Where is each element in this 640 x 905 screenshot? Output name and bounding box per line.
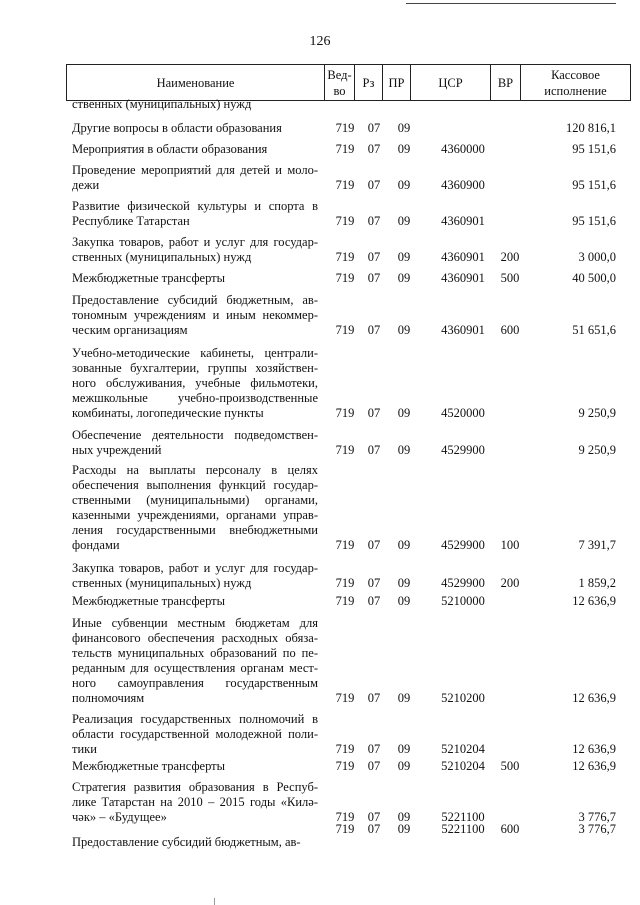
row-csr: 5210204 bbox=[441, 742, 485, 756]
row-name: Реализация государственных полномочий в области государственной молодежной поли-тики bbox=[72, 712, 318, 756]
row-name: Обеспечение деятельности подведомствен-ных учреждений bbox=[72, 428, 318, 457]
table-row bbox=[66, 163, 630, 193]
table-row bbox=[66, 780, 630, 825]
table-row bbox=[66, 199, 630, 229]
row-ved: 719 bbox=[335, 250, 355, 264]
row-rz: 07 bbox=[367, 538, 381, 552]
row-name: Учебно-методические кабинеты, централи-зованные бухгалтерии, группы хозяйствен-ного обслуживания, учебные фильмотеки, межшкольные учебно-производственные комбинаты, логопедические пункты bbox=[72, 346, 318, 420]
row-ved: 719 bbox=[335, 443, 355, 457]
row-sum: 95 151,6 bbox=[572, 142, 616, 156]
row-rz: 07 bbox=[367, 142, 381, 156]
row-sum: 3 000,0 bbox=[578, 250, 616, 264]
row-rz: 07 bbox=[367, 759, 381, 773]
header-rz: Рз bbox=[355, 65, 383, 101]
row-ved: 719 bbox=[335, 178, 355, 192]
row-rz: 07 bbox=[367, 406, 381, 420]
row-name: Развитие физической культуры и спорта в Республике Татарстан bbox=[72, 199, 318, 228]
row-sum: 95 151,6 bbox=[572, 178, 616, 192]
row-pr: 09 bbox=[397, 691, 411, 705]
row-ved: 719 bbox=[335, 121, 355, 135]
row-ved: 719 bbox=[335, 759, 355, 773]
row-rz: 07 bbox=[367, 214, 381, 228]
row-ved: 719 bbox=[335, 594, 355, 608]
row-pr: 09 bbox=[397, 121, 411, 135]
row-ved: 719 bbox=[335, 691, 355, 705]
table-row bbox=[66, 822, 630, 849]
row-pr: 09 bbox=[397, 178, 411, 192]
row-name: Предоставление субсидий бюджетным, ав-тономным учреждениям и иным некоммер-ческим организациям bbox=[72, 293, 318, 337]
row-name: Предоставление субсидий бюджетным, ав- bbox=[72, 835, 301, 849]
table-row bbox=[66, 428, 630, 458]
row-pr: 09 bbox=[397, 250, 411, 264]
row-csr: 4360901 bbox=[441, 323, 485, 337]
row-vr: 500 bbox=[500, 271, 520, 285]
row-vr: 200 bbox=[500, 576, 520, 590]
row-rz: 07 bbox=[367, 594, 381, 608]
row-csr: 5210204 bbox=[441, 759, 485, 773]
row-sum: 3 776,7 bbox=[578, 822, 616, 836]
table-row bbox=[66, 142, 630, 157]
table-row bbox=[66, 271, 630, 286]
row-pr: 09 bbox=[397, 323, 411, 337]
header-sum: Кассовое исполнение bbox=[521, 65, 631, 101]
row-name: Проведение мероприятий для детей и моло-дежи bbox=[72, 163, 318, 192]
row-pr: 09 bbox=[397, 742, 411, 756]
row-pr: 09 bbox=[397, 759, 411, 773]
row-vr: 600 bbox=[500, 822, 520, 836]
row-sum: 1 859,2 bbox=[578, 576, 616, 590]
row-csr: 5210000 bbox=[441, 594, 485, 608]
row-csr: 4360901 bbox=[441, 271, 485, 285]
row-ved: 719 bbox=[335, 142, 355, 156]
row-csr: 5221100 bbox=[441, 822, 485, 836]
row-name: Иные субвенции местным бюджетам для финансового обеспечения расходных обяза-тельств муниципальных образований по пе-реданным для осуществления органам мест-ного самоуправления государственным полномочиям bbox=[72, 616, 318, 705]
row-vr: 100 bbox=[500, 538, 520, 552]
header-vr: ВР bbox=[491, 65, 521, 101]
row-csr: 5221100 bbox=[441, 810, 485, 824]
table-row bbox=[66, 97, 630, 112]
table-row bbox=[66, 235, 630, 265]
row-csr: 4360000 bbox=[441, 142, 485, 156]
row-ved: 719 bbox=[335, 576, 355, 590]
page-number: 126 bbox=[309, 34, 331, 49]
row-csr: 4529900 bbox=[441, 443, 485, 457]
row-sum: 12 636,9 bbox=[572, 594, 616, 608]
row-pr: 09 bbox=[397, 822, 411, 836]
row-rz: 07 bbox=[367, 250, 381, 264]
row-rz: 07 bbox=[367, 810, 381, 824]
row-rz: 07 bbox=[367, 323, 381, 337]
row-pr: 09 bbox=[397, 576, 411, 590]
row-vr: 200 bbox=[500, 250, 520, 264]
row-csr: 4520000 bbox=[441, 406, 485, 420]
top-rule bbox=[406, 3, 616, 4]
row-vr: 600 bbox=[500, 323, 520, 337]
row-name: Другие вопросы в области образования bbox=[72, 121, 282, 135]
scan-mark bbox=[214, 898, 215, 905]
row-name: Закупка товаров, работ и услуг для государ-ственных (муниципальных) нужд bbox=[72, 235, 318, 264]
row-sum: 95 151,6 bbox=[572, 214, 616, 228]
row-pr: 09 bbox=[397, 214, 411, 228]
row-rz: 07 bbox=[367, 742, 381, 756]
row-name: Расходы на выплаты персоналу в целях обеспечения выполнения функций государ-ственными (муниципальными) органами, казенными учреждениями, органами управ-ления государственными внебюджетными фондами bbox=[72, 463, 318, 552]
row-pr: 09 bbox=[397, 271, 411, 285]
table-row bbox=[66, 293, 630, 338]
row-rz: 07 bbox=[367, 443, 381, 457]
table-row bbox=[66, 616, 630, 706]
row-ved: 719 bbox=[335, 271, 355, 285]
row-name: Межбюджетные трансферты bbox=[72, 759, 226, 773]
row-pr: 09 bbox=[397, 810, 411, 824]
row-csr: 5210200 bbox=[441, 691, 485, 705]
row-vr: 500 bbox=[500, 759, 520, 773]
row-rz: 07 bbox=[367, 178, 381, 192]
row-name: Закупка товаров, работ и услуг для государ-ственных (муниципальных) нужд bbox=[72, 561, 318, 590]
table-row bbox=[66, 121, 630, 136]
header-ved: Вед- во bbox=[325, 65, 355, 101]
row-ved: 719 bbox=[335, 214, 355, 228]
row-name: Межбюджетные трансферты bbox=[72, 594, 226, 608]
row-name: ственных (муниципальных) нужд bbox=[72, 97, 252, 111]
row-rz: 07 bbox=[367, 576, 381, 590]
row-sum: 12 636,9 bbox=[572, 759, 616, 773]
row-pr: 09 bbox=[397, 443, 411, 457]
table-row bbox=[66, 463, 630, 553]
table-row bbox=[66, 561, 630, 591]
row-sum: 3 776,7 bbox=[578, 810, 616, 824]
header-pr: ПР bbox=[383, 65, 411, 101]
row-name: Стратегия развития образования в Респуб-лике Татарстан на 2010 – 2015 годы «Килә-чәк» – «Будущее» bbox=[72, 780, 318, 824]
row-pr: 09 bbox=[397, 594, 411, 608]
row-sum: 40 500,0 bbox=[572, 271, 616, 285]
row-name: Мероприятия в области образования bbox=[72, 142, 268, 156]
row-sum: 7 391,7 bbox=[578, 538, 616, 552]
table-header bbox=[66, 64, 631, 101]
table-row bbox=[66, 346, 630, 421]
row-csr: 4529900 bbox=[441, 538, 485, 552]
row-sum: 9 250,9 bbox=[578, 406, 616, 420]
row-csr: 4360900 bbox=[441, 178, 485, 192]
row-ved: 719 bbox=[335, 742, 355, 756]
row-ved: 719 bbox=[335, 538, 355, 552]
table-row bbox=[66, 759, 630, 774]
row-rz: 07 bbox=[367, 121, 381, 135]
row-name: Межбюджетные трансферты bbox=[72, 271, 226, 285]
table-row bbox=[66, 594, 630, 609]
row-sum: 51 651,6 bbox=[572, 323, 616, 337]
row-pr: 09 bbox=[397, 142, 411, 156]
row-rz: 07 bbox=[367, 691, 381, 705]
row-sum: 9 250,9 bbox=[578, 443, 616, 457]
row-csr: 4529900 bbox=[441, 576, 485, 590]
row-ved: 719 bbox=[335, 323, 355, 337]
row-ved: 719 bbox=[335, 810, 355, 824]
table-row bbox=[66, 712, 630, 757]
row-rz: 07 bbox=[367, 271, 381, 285]
row-sum: 12 636,9 bbox=[572, 742, 616, 756]
row-csr: 4360901 bbox=[441, 214, 485, 228]
row-pr: 09 bbox=[397, 406, 411, 420]
header-name: Наименование bbox=[67, 65, 325, 101]
row-pr: 09 bbox=[397, 538, 411, 552]
row-sum: 12 636,9 bbox=[572, 691, 616, 705]
row-ved: 719 bbox=[335, 406, 355, 420]
row-ved: 719 bbox=[335, 822, 355, 836]
row-rz: 07 bbox=[367, 822, 381, 836]
header-csr: ЦСР bbox=[411, 65, 491, 101]
row-sum: 120 816,1 bbox=[566, 121, 616, 135]
row-csr: 4360901 bbox=[441, 250, 485, 264]
